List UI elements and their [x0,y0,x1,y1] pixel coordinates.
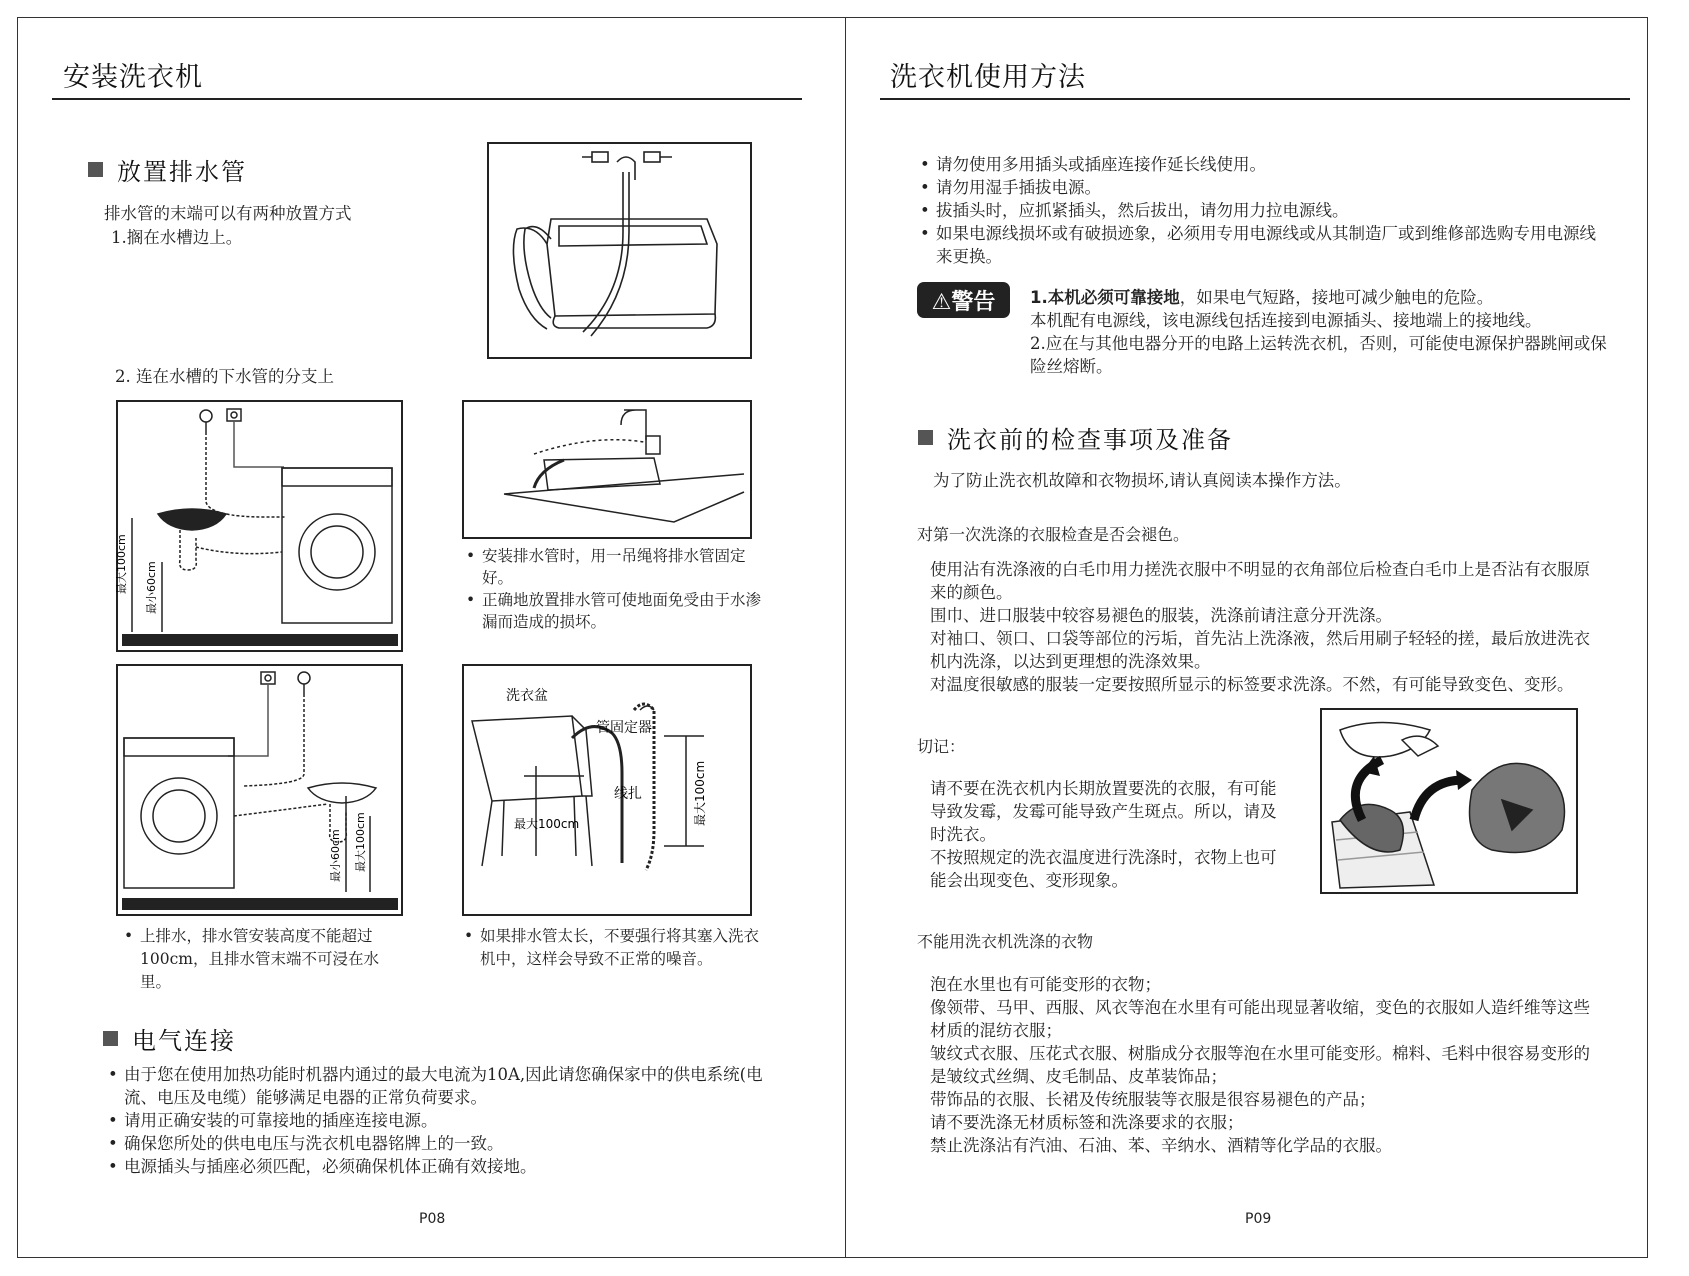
left-page-number: P08 [419,1211,446,1227]
hose-note-1: • 安装排水管时，用一吊绳将排水管固定好。 [466,545,766,589]
section-square-icon [103,1031,118,1046]
fade-check-line: 对袖口、领口、口袋等部位的污垢，首先沾上洗涤液，然后用刷子轻轻的搓，最后放进洗衣机内洗涤，以达到更理想的洗涤效果。 [930,629,1590,671]
warning-text [1030,286,1615,378]
label-min-60cm-a: 最小60cm [145,561,158,614]
drain-section-heading [88,152,247,187]
high-drain-note [124,925,404,994]
warning-line1-rest: ，如果电气短路，接地可减少触电的危险。 [1179,288,1494,307]
electric-heading-text: 电气连接 [132,1027,236,1055]
warning-badge: ⚠警告 [917,282,1010,318]
fade-check-line: 对温度很敏感的服装一定要按照所显示的标签要求洗涤。不然，有可能导致变色、变形。 [930,675,1574,694]
drain-heading-text: 放置排水管 [117,158,247,186]
reminder-subheading: 切记： [917,737,966,756]
power-bullet: • 拔插头时，应抓紧插头，然后拔出，请勿用力拉电源线。 [920,199,1600,222]
not-washable-line: 皱纹式衣服、压花式衣服、树脂成分衣服等泡在水里可能变形。棉料、毛料中很容易变形的是皱纹式丝绸、皮毛制品、皮革装饰品； [930,1044,1590,1086]
power-bullet: • 如果电源线损坏或有破损迹象，必须用专用电源线或从其制造厂或到维修部选购专用电源线来更换。 [920,222,1600,268]
not-washable-line: 带饰品的衣服、长裙及传统服装等衣服是很容易褪色的产品； [930,1090,1376,1109]
check-intro: 为了防止洗衣机故障和衣物损坏,请认真阅读本操作方法。 [933,471,1351,490]
right-page-number: P09 [1245,1211,1272,1227]
check-section-heading [918,420,1233,455]
drain-option-2: 2. 连在水槽的下水管的分支上 [115,367,334,386]
right-page-title: 洗衣机使用方法 [890,62,1086,93]
fade-check-line: 使用沾有洗涤液的白毛巾用力搓洗衣服中不明显的衣角部位后检查白毛巾上是否沾有衣服原来的颜色。 [930,560,1590,602]
long-hose-note-text: • 如果排水管太长，不要强行将其塞入洗衣机中，这样会导致不正常的噪音。 [464,925,764,971]
label-hose-holder: 管固定器 [596,720,652,736]
figure-sink-hose [487,142,752,359]
electric-item: • 请用正确安装的可靠接地的插座连接电源。 [108,1109,788,1132]
warning-line2: 本机配有电源线，该电源线包括连接到电源插头、接地端上的接地线。 [1030,311,1542,330]
left-title-rule [52,98,802,100]
not-washable-line: 请不要洗涤无材质标签和洗涤要求的衣服； [930,1113,1244,1132]
electric-item: • 由于您在使用加热功能时机器内通过的最大电流为10A,因此请您确保家中的供电系统(电流、电压及电缆）能够满足电器的正常负荷要求。 [108,1063,788,1109]
label-max-100cm-c: 最大100cm [514,817,580,831]
reminder-line: 不按照规定的洗衣温度进行洗涤时，衣物上也可能会出现变色、变形现象。 [930,848,1277,890]
hose-install-notes [466,545,766,633]
fade-check-line: 围巾、进口服装中较容易褪色的服装，洗涤前请注意分开洗涤。 [930,606,1392,625]
high-drain-note-text: • 上排水，排水管安装高度不能超过100cm，且排水管末端不可浸在水里。 [124,925,404,994]
not-washable-line: 禁止洗涤沾有汽油、石油、苯、辛纳水、酒精等化学品的衣服。 [930,1136,1392,1155]
figure-washer-high-drain [116,664,403,916]
figure-washtub [462,664,752,916]
long-hose-note [464,925,764,971]
label-washtub: 洗衣盆 [506,688,548,704]
fade-check-paragraph [930,558,1595,696]
reminder-line: 请不要在洗衣机内长期放置要洗的衣服，有可能导致发霉，发霉可能导致产生斑点。所以，请及时洗衣。 [930,779,1277,844]
not-washable-subheading: 不能用洗衣机洗涤的衣物 [917,932,1094,951]
not-washable-line: 像领带、马甲、西服、风衣等泡在水里有可能出现显著收缩，变色的衣服如人造纤维等这些材质的混纺衣服； [930,998,1590,1040]
electric-item: • 确保您所处的供电电压与洗衣机电器铭牌上的一致。 [108,1132,788,1155]
figure-laundry-basket [1320,708,1578,894]
power-safety-list [920,153,1600,268]
drain-option-1: 1.搁在水槽边上。 [111,228,243,247]
label-max-100cm-d: 最大100cm [693,760,707,826]
page-spine [845,17,846,1258]
warning-line1-bold: 1.本机必须可靠接地 [1030,288,1180,307]
warning-line3: 2.应在与其他电器分开的电路上运转洗衣机，否则，可能使电源保护器跳闸或保险丝熔断。 [1030,334,1607,376]
figure-sink-faucet [462,400,752,539]
label-string: 线扎 [614,786,642,802]
electric-item: • 电源插头与插座必须匹配，必须确保机体正确有效接地。 [108,1155,788,1178]
label-max-100cm-b: 最大100cm [354,812,367,872]
section-square-icon [918,430,933,445]
electric-section-heading [103,1021,236,1056]
not-washable-line: 泡在水里也有可能变形的衣物； [930,975,1161,994]
electric-list [108,1063,788,1178]
left-page-title: 安装洗衣机 [63,62,203,93]
label-min-60cm-b: 最小60cm [329,829,342,882]
power-bullet: • 请勿使用多用插头或插座连接作延长线使用。 [920,153,1600,176]
fade-check-subheading: 对第一次洗涤的衣服检查是否会褪色。 [917,525,1190,544]
power-bullet: • 请勿用湿手插拔电源。 [920,176,1600,199]
hose-note-2: • 正确地放置排水管可使地面免受由于水渗漏而造成的损坏。 [466,589,766,633]
check-heading-text: 洗衣前的检查事项及准备 [947,426,1233,454]
not-washable-paragraph [930,973,1595,1157]
right-title-rule [880,98,1630,100]
label-max-100cm-a: 最大100cm [115,534,128,594]
figure-washer-floor-drain [116,400,403,652]
drain-intro: 排水管的末端可以有两种放置方式 [104,204,352,223]
section-square-icon [88,162,103,177]
reminder-paragraph [930,777,1290,892]
